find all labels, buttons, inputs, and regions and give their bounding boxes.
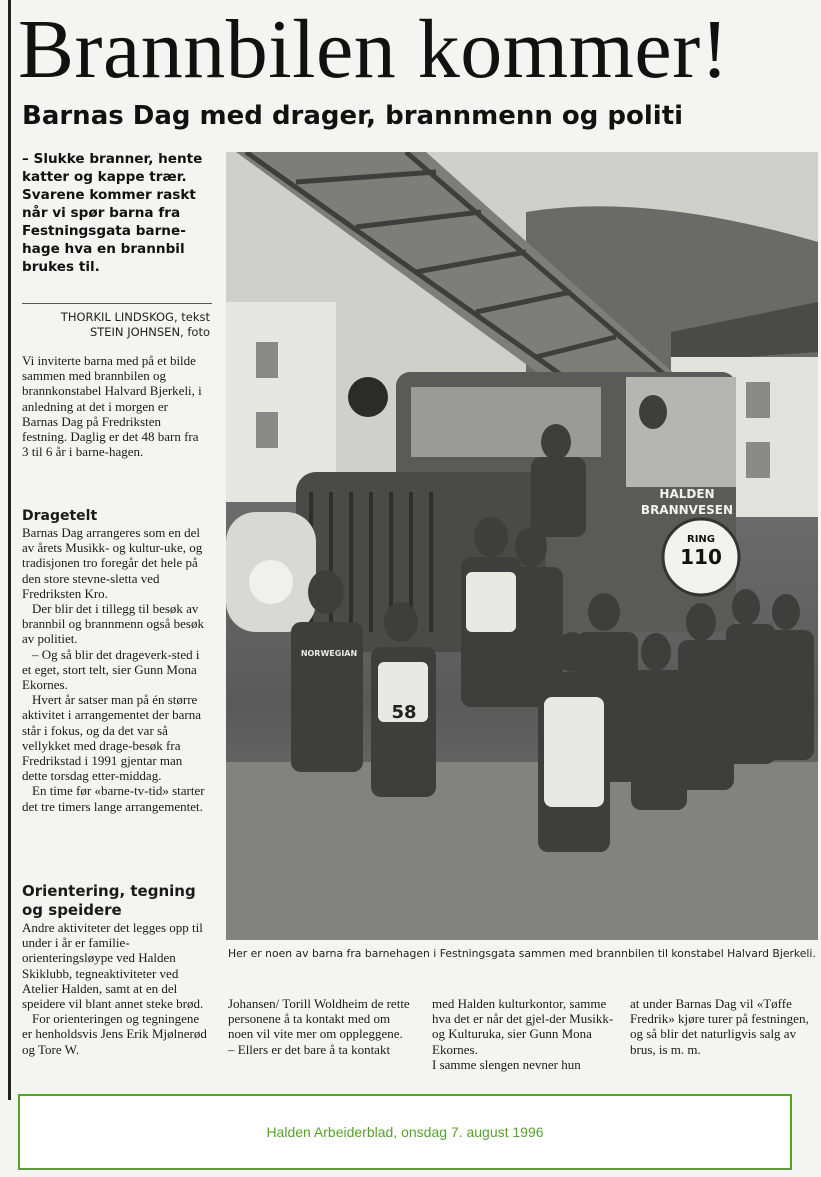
section-dragetelt [22,508,207,814]
section-heading-dragetelt: Dragetelt [22,508,98,524]
byline [22,310,210,340]
section-heading-orientering: Orientering, tegning og speidere [22,882,196,919]
dragetelt-paragraph: – Og så blir det drageverk-sted i et eget, stort telt, sier Gunn Mona Ekornes. [22,646,200,693]
intro-paragraph: Vi inviterte barna med på et bilde sammen med brannbilen og brannkonstabel Halvard Bjerkeli, i anledning at det i morgen er Barnas Dag på Fredriksten festning. Daglig er det 48 barn fra 3 til 6 år i barne-hagen. [22,353,202,460]
subheadline: Barnas Dag med drager, brannmenn og politi [22,101,684,131]
truck-door-line-1: HALDEN [659,487,715,501]
headline: Brannbilen kommer! [18,3,730,96]
source-text: Halden Arbeiderblad, onsdag 7. august 1996 [266,1124,544,1140]
source-box [18,1094,792,1170]
sign-ring-text: RING [687,534,715,545]
ring-110-sign [663,534,739,568]
dragetelt-paragraph: Der blir det i tillegg til besøk av brannbil og brannmenn også besøk av politiet. [22,601,204,647]
section-orientering [22,882,212,1057]
dragetelt-paragraph: Barnas Dag arrangeres som en del av årets Musikk- og kultur-uke, og tradisjonen tro foregår det hele på den store stevne-sletta ved Fredriksten Kro. [22,525,203,601]
shirt-text: NORWEGIAN [300,649,358,658]
dragetelt-paragraph: Hvert år satser man på én større aktivitet i arrangementet der barna står i fokus, og da det var så vellykket med drage-besøk fra Fredrikstad i 1991 gjentar man dette torsdag etter-middag. [22,692,202,784]
photo-caption: Her er noen av barna fra barnehagen i Festningsgata sammen med brannbilen til konstabel Halvard Bjerkeli. [228,947,816,960]
truck-door-text [632,486,742,518]
byline-photo-author: STEIN JOHNSEN, foto [89,325,210,339]
fire-truck-photo [226,152,818,940]
text-column-1: Johansen/ Torill Woldheim de rette personene å ta kontakt med om noen vil vite mer om oppleggene. – Ellers er det bare å ta kontakt [228,996,410,1057]
orientering-paragraph: For orienteringen og tegningene er henholdsvis Jens Erik Mjølnerød og Tore W. [22,1011,207,1057]
left-column-rule [8,0,11,1100]
lead-paragraph: – Slukke branner, hente katter og kappe trær. Svarene kommer raskt når vi spør barna fra Festningsgata barne-hage hva en brannbil brukes til. [22,151,203,275]
shirt-number: 58 [391,702,417,723]
sign-number: 110 [680,545,722,569]
dragetelt-paragraph: En time før «barne-tv-tid» starter det tre timers lange arrangementet. [22,783,205,814]
byline-text-author: THORKIL LINDSKOG, tekst [60,310,210,324]
byline-divider [22,303,212,304]
truck-door-line-2: BRANNVESEN [640,503,734,517]
text-column-2: med Halden kulturkontor, samme hva det er når det gjel-der Musikk- og Kulturuka, sier Gunn Mona Ekornes. I samme slengen nevner hun [432,996,614,1072]
orientering-paragraph: Andre aktiviteter det legges opp til under i år er familie-orienteringsløype ved Halden Skiklubb, tegneaktiviteter ved Atelier Halden, samt at en del speidere vil blant annet steke brød. [22,920,204,1012]
text-column-3: at under Barnas Dag vil «Tøffe Fredrik» kjøre turer på festningen, og så blir det naturligvis salg av brus, is m. m. [630,996,809,1057]
